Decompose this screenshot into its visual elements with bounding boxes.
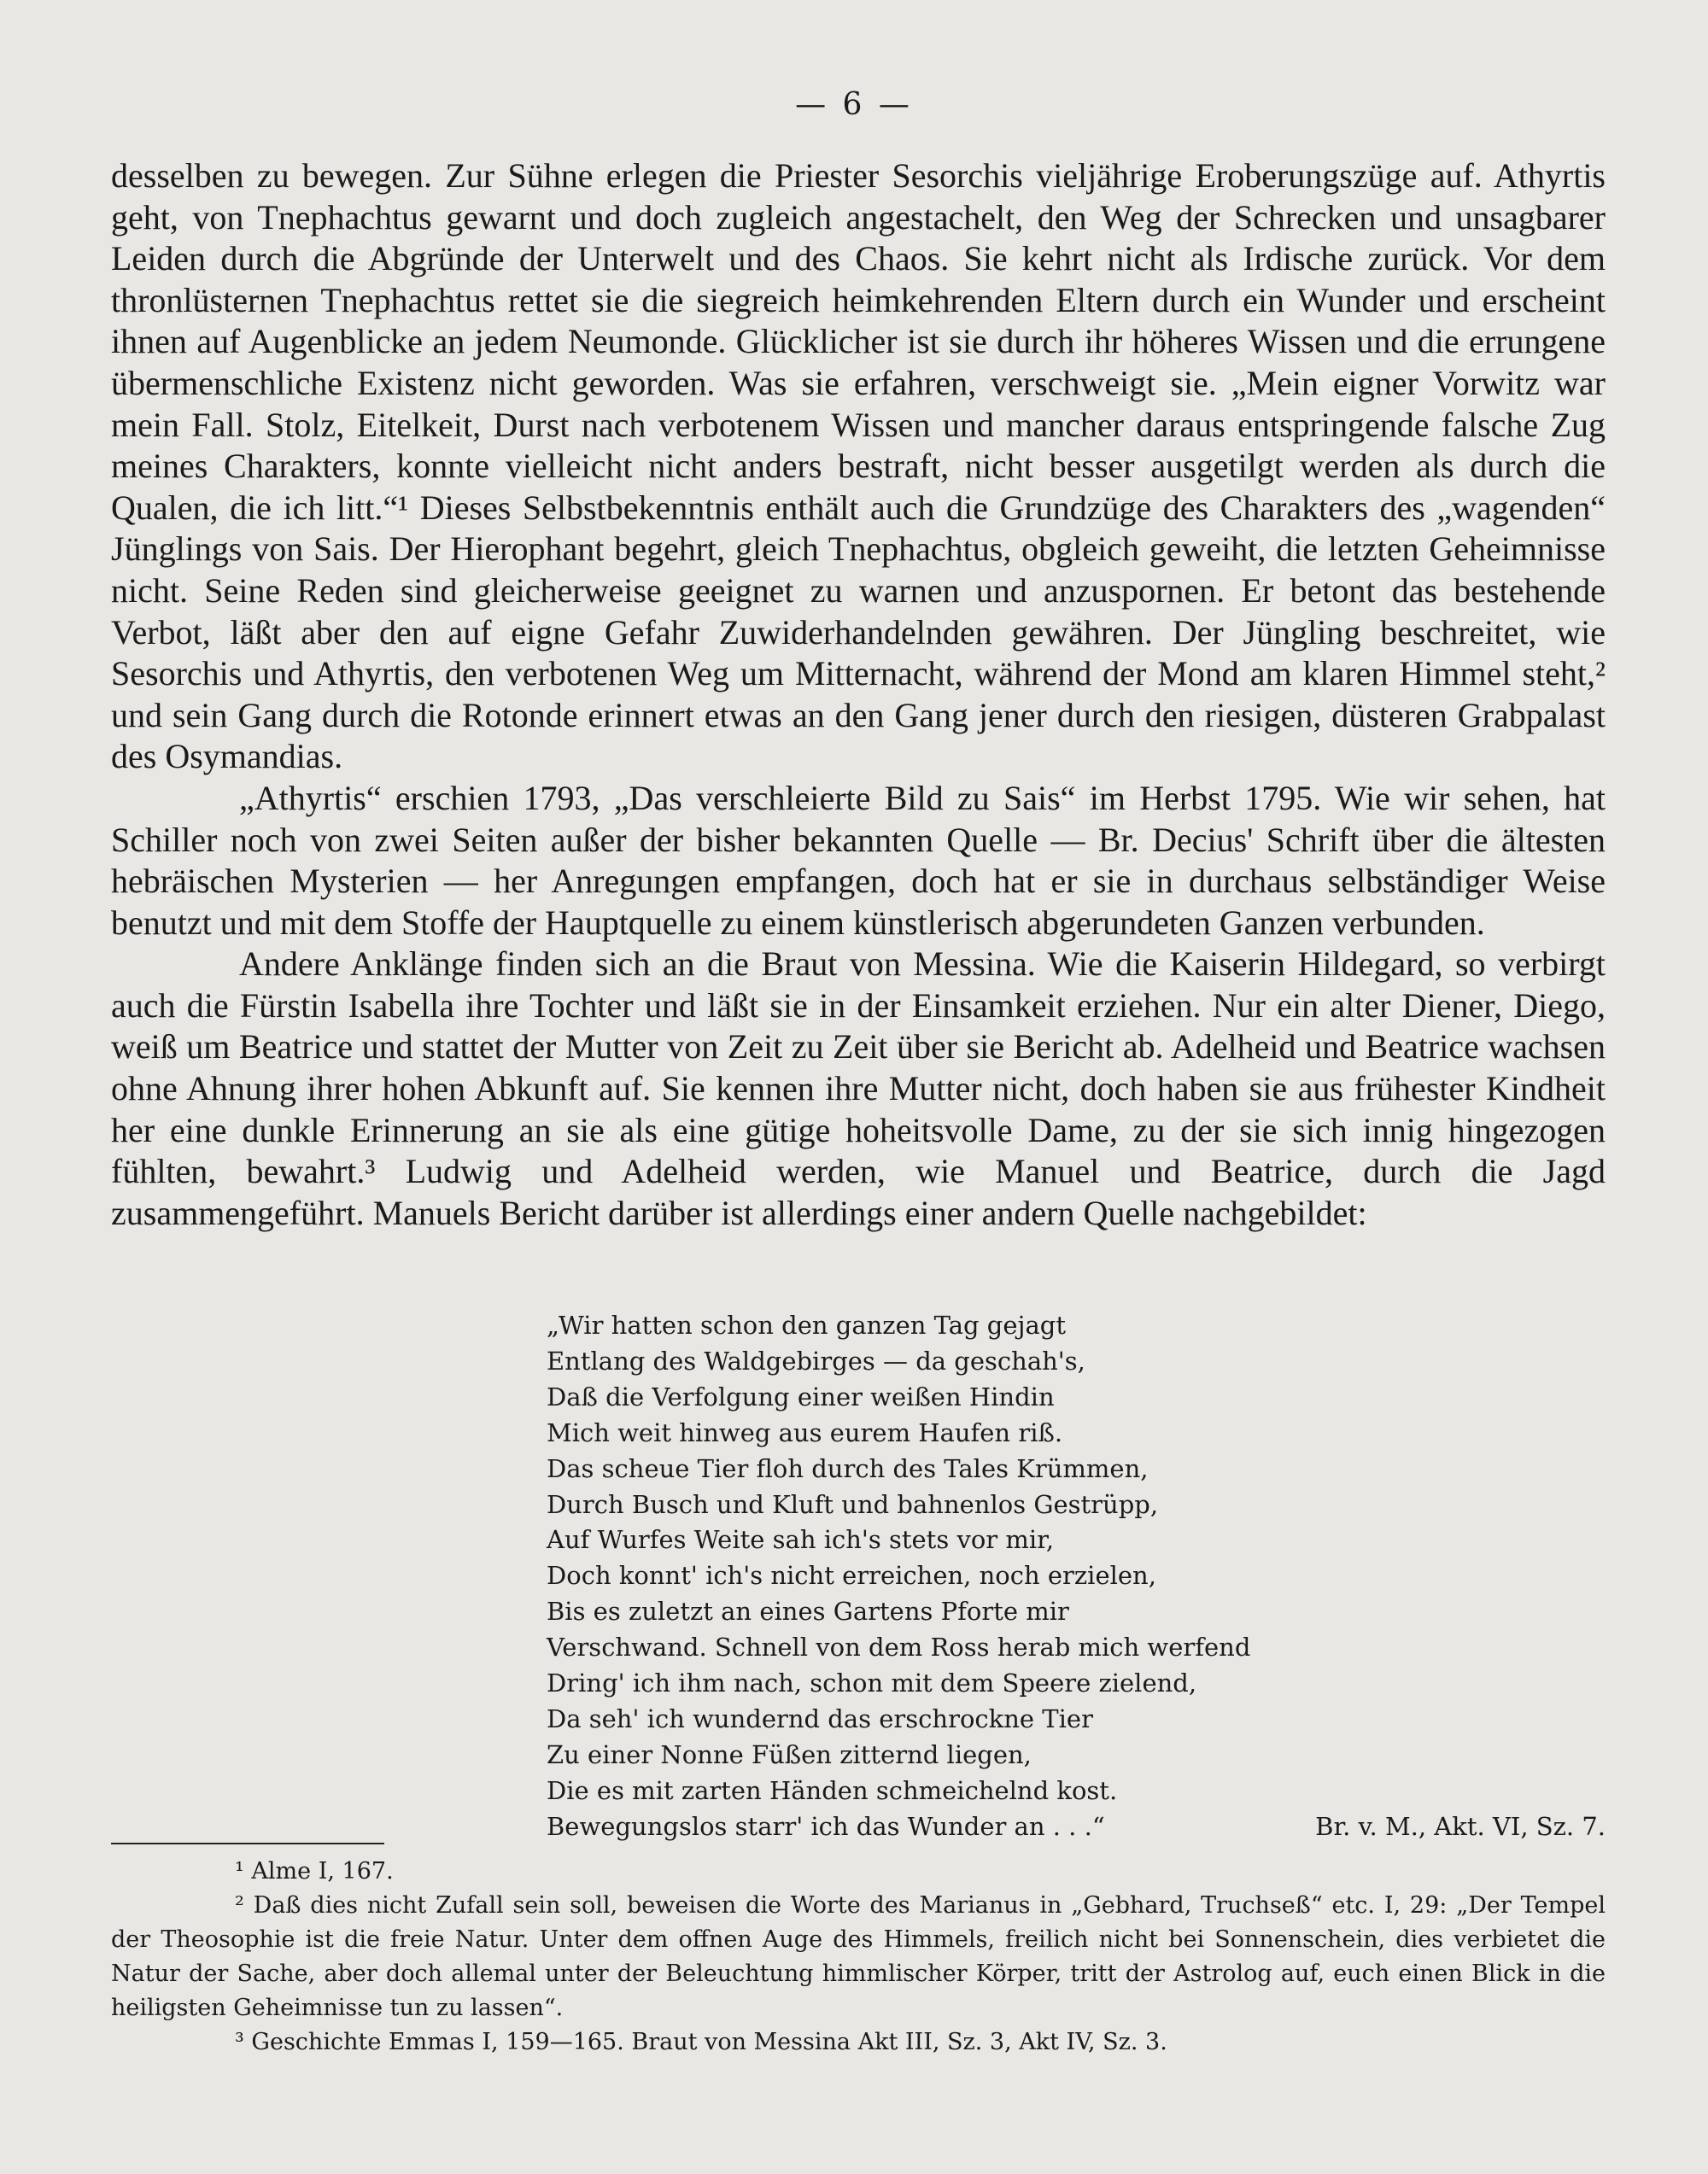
footnotes: [111, 1855, 1606, 2060]
footnote-divider: [111, 1843, 384, 1844]
verse-last-line: [547, 1809, 1606, 1845]
footnote-3: ³ Geschichte Emmas I, 159—165. Braut von Messina Akt III, Sz. 3, Akt IV, Sz. 3.: [235, 2029, 1167, 2055]
body-text: [111, 155, 1606, 1234]
verse-line: Bis es zuletzt an eines Gartens Pforte mir: [547, 1597, 1069, 1627]
verse-line: Verschwand. Schnell von dem Ross herab mich werfend: [547, 1633, 1251, 1663]
verse-line: Daß die Verfolgung einer weißen Hindin: [547, 1382, 1055, 1411]
paragraph-1: desselben zu bewegen. Zur Sühne erlegen die Priester Sesorchis vieljährige Eroberungszüge auf. Athyrtis geht, von Tnephachtus gewarnt und doch zugleich angestachelt, den Weg der Schrecken und unsagbarer Leiden durch die Abgründe der Unterwelt und des Chaos. Sie kehrt nicht als Irdische zurück. Vor dem thronlüsternen Tnephachtus rettet sie die siegreich heimkehrenden Eltern durch ein Wunder und erscheint ihnen auf Augenblicke an jedem Neumonde. Glücklicher ist sie durch ihr höheres Wissen und die errungene übermenschliche Existenz nicht geworden. Was sie erfahren, verschweigt sie. „Mein eigner Vorwitz war mein Fall. Stolz, Eitelkeit, Durst nach verbotenem Wissen und mancher daraus entspringende falsche Zug meines Charakters, konnte vielleicht nicht anders bestraft, nicht besser ausgetilgt werden als durch die Qualen, die ich litt.“¹ Dieses Selbstbekenntnis enthält auch die Grundzüge des Charakters des „wagenden“ Jünglings von Sais. Der Hierophant begehrt, gleich Tnephachtus, obgleich geweiht, die letzten Geheimnisse nicht. Seine Reden sind gleicherweise geeignet zu warnen und anzuspornen. Er betont das bestehende Verbot, läßt aber den auf eigne Gefahr Zuwiderhandelnden gewähren. Der Jüngling beschreitet, wie Sesorchis und Athyrtis, den verbotenen Weg um Mitternacht, während der Mond am klaren Himmel steht,² und sein Gang durch die Rotonde erinnert etwas an den Gang jener durch den riesigen, düsteren Grabpalast des Osymandias.: [111, 156, 1606, 776]
footnote-1: ¹ Alme I, 167.: [235, 1858, 394, 1885]
verse-line: Durch Busch und Kluft und bahnenlos Gestrüpp,: [547, 1489, 1159, 1519]
verse-line: „Wir hatten schon den ganzen Tag gejagt: [547, 1311, 1067, 1340]
verse-line: Mich weit hinweg aus eurem Haufen riß.: [547, 1417, 1063, 1447]
verse-quotation: [547, 1308, 1606, 1845]
verse-line: Dring' ich ihm nach, schon mit dem Speere zielend,: [547, 1668, 1197, 1698]
verse-line: Zu einer Nonne Füßen zitternd liegen,: [547, 1739, 1032, 1769]
verse-line: Die es mit zarten Händen schmeichelnd kost.: [547, 1775, 1118, 1805]
verse-line: Doch konnt' ich's nicht erreichen, noch erzielen,: [547, 1561, 1156, 1591]
verse-line: Entlang des Waldgebirges — da geschah's,: [547, 1346, 1085, 1376]
paragraph-3: Andere Anklänge finden sich an die Braut von Messina. Wie die Kaiserin Hildegard, so verbirgt auch die Fürstin Isabella ihre Tochter und läßt sie in der Einsamkeit erziehen. Nur ein alter Diener, Diego, weiß um Beatrice und stattet der Mutter von Zeit zu Zeit über sie Bericht ab. Adelheid und Beatrice wachsen ohne Ahnung ihrer hohen Abkunft auf. Sie kennen ihre Mutter nicht, doch haben sie aus frühester Kindheit her eine dunkle Erinnerung an sie als eine gütige hoheitsvolle Dame, zu der sie sich innig hingezogen fühlten, bewahrt.³ Ludwig und Adelheid werden, wie Manuel und Beatrice, durch die Jagd zusammengeführt. Manuels Bericht darüber ist allerdings einer andern Quelle nachgebildet:: [111, 944, 1606, 1232]
verse-line: Das scheue Tier floh durch des Tales Krümmen,: [547, 1453, 1149, 1483]
verse-line: Da seh' ich wundernd das erschrockne Tier: [547, 1704, 1093, 1733]
verse-source-citation: Br. v. M., Akt. VI, Sz. 7.: [1315, 1811, 1606, 1841]
footnote-2: ² Daß dies nicht Zufall sein soll, beweisen die Worte des Marianus in „Gebhard, Truchseß“ etc. I, 29: „Der Tempel der Theosophie ist die freie Natur. Unter dem offnen Auge des Himmels, freilich nicht bei Sonnenschein, dies verbietet die Natur der Sache, aber doch allemal unter der Beleuchtung himmlischer Körper, tritt der Astrolog auf, euch einen Blick in die heiligsten Geheimnisse tun zu lassen“.: [111, 1892, 1606, 2021]
page-number: — 6 —: [795, 87, 913, 122]
paragraph-2: „Athyrtis“ erschien 1793, „Das verschleierte Bild zu Sais“ im Herbst 1795. Wie wir sehen, hat Schiller noch von zwei Seiten außer der bisher bekannten Quelle — Br. Decius' Schrift über die ältesten hebräischen Mysterien — her Anregungen empfangen, doch hat er sie in durchaus selbständiger Weise benutzt und mit dem Stoffe der Hauptquelle zu einem künstlerisch abgerundeten Ganzen verbunden.: [111, 778, 1606, 942]
verse-line: Bewegungslos starr' ich das Wunder an . . .“: [547, 1811, 1105, 1841]
verse-line: Auf Wurfes Weite sah ich's stets vor mir,: [547, 1525, 1055, 1555]
